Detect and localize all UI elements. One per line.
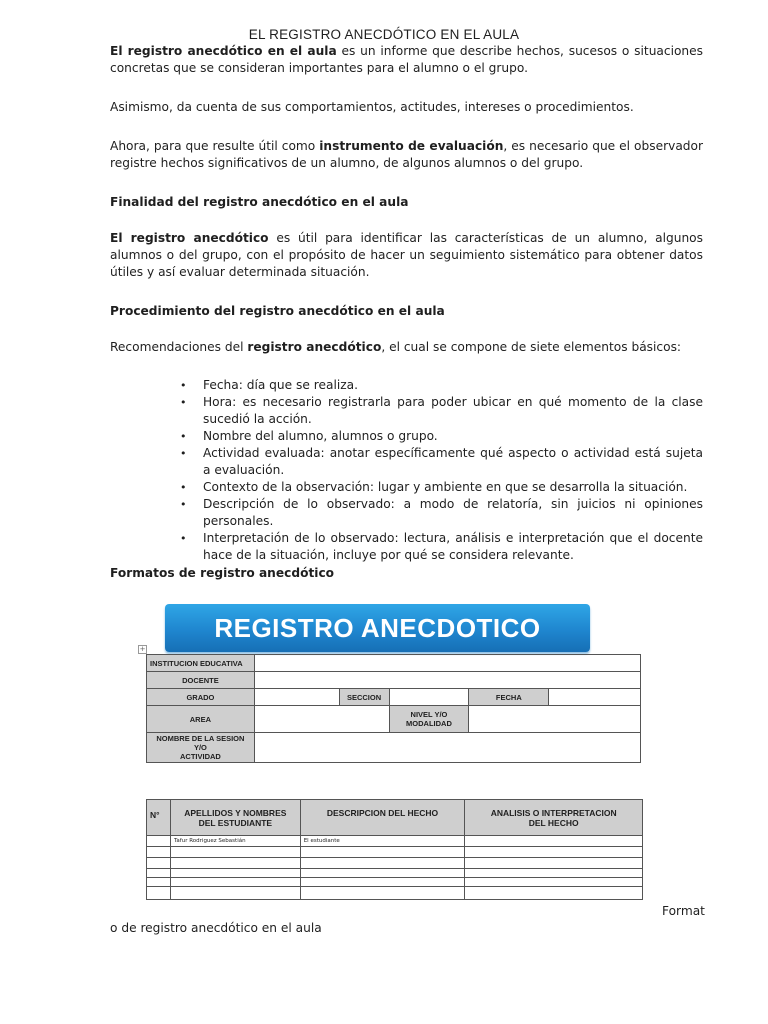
table-row bbox=[147, 836, 643, 847]
students-table bbox=[146, 799, 643, 900]
list-item: • Fecha: día que se realiza. bbox=[180, 377, 703, 394]
intro-paragraph bbox=[110, 43, 703, 77]
analisis-line2: DEL HECHO bbox=[528, 817, 579, 828]
sesion-line1: NOMBRE DE LA SESION Y/O bbox=[156, 734, 245, 752]
caption-continuation: o de registro anecdótico en el aula bbox=[110, 921, 322, 935]
heading-procedimiento: Procedimiento del registro anecdótico en el aula bbox=[110, 304, 445, 318]
apellidos-line2: DEL ESTUDIANTE bbox=[198, 817, 273, 828]
label-sesion bbox=[147, 733, 255, 763]
list-item: • Contexto de la observación: lugar y ambiente en que se desarrolla la situación. bbox=[180, 479, 703, 496]
caption-start: Format bbox=[662, 904, 705, 918]
apellidos-line1: APELLIDOS Y NOMBRES bbox=[184, 807, 287, 818]
page-title: EL REGISTRO ANECDÓTICO EN EL AULA bbox=[248, 27, 520, 42]
list-item: • Nombre del alumno, alumnos o grupo. bbox=[180, 428, 703, 445]
elements-list bbox=[180, 377, 703, 564]
paragraph-3 bbox=[110, 138, 703, 172]
paragraph-5 bbox=[110, 339, 703, 356]
list-item: • Descripción de lo observado: a modo de relatoría, sin juicios ni opiniones personales. bbox=[180, 496, 703, 530]
p4-bold: El registro anecdótico bbox=[110, 231, 269, 245]
heading-formatos: Formatos de registro anecdótico bbox=[110, 566, 335, 580]
banner-title: REGISTRO ANECDOTICO bbox=[214, 612, 541, 643]
value-docente bbox=[254, 672, 640, 689]
p3-before: Ahora, para que resulte útil como bbox=[110, 139, 320, 153]
value-sesion bbox=[254, 733, 640, 763]
paragraph-4 bbox=[110, 230, 703, 281]
col-apellidos bbox=[170, 800, 300, 836]
list-item: • Hora: es necesario registrarla para poder ubicar en qué momento de la clase sucedió la acción. bbox=[180, 394, 703, 428]
p4-text: es útil para identificar las características de un alumno, algunos alumnos o del grupo, con el propósito de hacer un seguimiento sistemático para obtener datos útiles y así evaluar determinada situación. bbox=[110, 231, 703, 279]
col-descripcion: DESCRIPCION DEL HECHO bbox=[300, 800, 465, 836]
value-fecha bbox=[549, 689, 641, 706]
table-row bbox=[147, 847, 643, 858]
value-seccion bbox=[389, 689, 469, 706]
label-fecha: FECHA bbox=[469, 689, 549, 706]
paragraph-2: Asimismo, da cuenta de sus comportamientos, actitudes, intereses o procedimientos. bbox=[110, 100, 634, 114]
list-item: • Actividad evaluada: anotar específicamente qué aspecto o actividad está sujeta a evaluación. bbox=[180, 445, 703, 479]
table-row bbox=[147, 858, 643, 869]
label-seccion: SECCION bbox=[339, 689, 389, 706]
nivel-line2: MODALIDAD bbox=[406, 719, 452, 728]
p5-bold: registro anecdótico bbox=[247, 340, 382, 354]
nivel-line1: NIVEL Y/O bbox=[410, 710, 448, 719]
list-item: • Interpretación de lo observado: lectura, análisis e interpretación que el docente hace de la situación, incluye por qué se considera relevante. bbox=[180, 530, 703, 564]
value-grado bbox=[254, 689, 339, 706]
row1-name: Tafur Rodriguez Sebastián bbox=[170, 836, 300, 847]
col-analisis bbox=[465, 800, 643, 836]
value-area bbox=[254, 706, 389, 733]
value-institucion bbox=[254, 655, 640, 672]
table-move-handle-icon: + bbox=[139, 645, 146, 653]
analisis-line1: ANALISIS O INTERPRETACION bbox=[490, 807, 617, 818]
label-institucion: INSTITUCION EDUCATIVA bbox=[147, 655, 255, 672]
sesion-line2: ACTIVIDAD bbox=[179, 752, 221, 761]
p3-after: , es necesario que el observador registre hechos significativos de un alumno, de algunos alumnos o del grupo. bbox=[110, 139, 703, 170]
table-row bbox=[147, 869, 643, 878]
heading-finalidad: Finalidad del registro anecdótico en el aula bbox=[110, 195, 409, 209]
value-nivel bbox=[469, 706, 641, 733]
registro-form-image bbox=[138, 602, 650, 902]
label-grado: GRADO bbox=[147, 689, 255, 706]
form-banner bbox=[165, 604, 590, 652]
table-row bbox=[147, 887, 643, 900]
table-row bbox=[147, 878, 643, 887]
intro-text: es un informe que describe hechos, sucesos o situaciones concretas que se consideran importantes para el alumno o el grupo. bbox=[110, 44, 703, 75]
p5-after: , el cual se compone de siete elementos básicos: bbox=[381, 340, 682, 354]
p5-before: Recomendaciones del bbox=[110, 340, 248, 354]
label-nivel bbox=[389, 706, 469, 733]
header-table bbox=[146, 654, 641, 763]
row1-desc: El estudiante bbox=[300, 836, 465, 847]
intro-bold: El registro anecdótico en el aula bbox=[110, 44, 337, 58]
p3-bold: instrumento de evaluación bbox=[319, 139, 504, 153]
label-docente: DOCENTE bbox=[147, 672, 255, 689]
col-number: N° bbox=[147, 800, 171, 836]
label-area: AREA bbox=[147, 706, 255, 733]
